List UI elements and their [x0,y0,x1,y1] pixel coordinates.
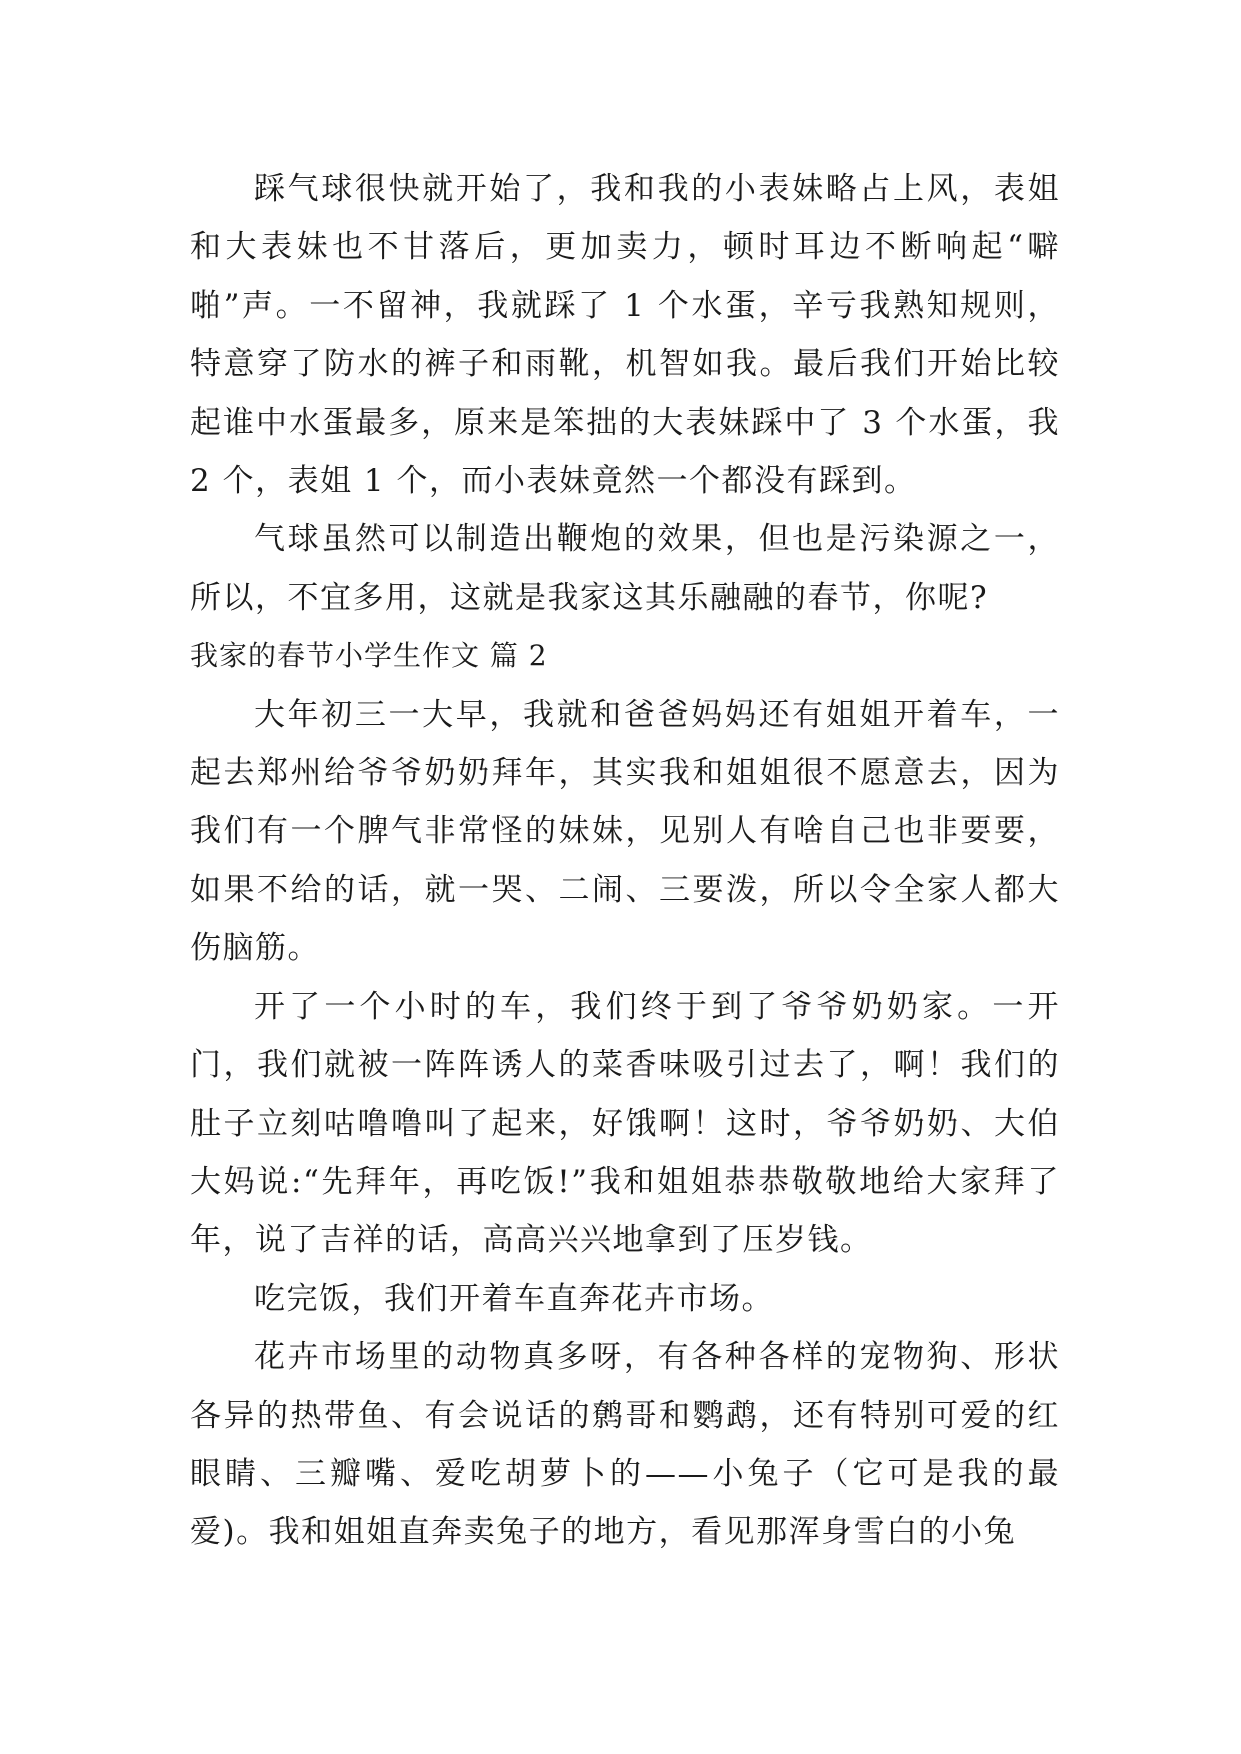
paragraph-arrival: 开了一个小时的车，我们终于到了爷爷奶奶家。一开门，我们就被一阵阵诱人的菜香味吸引过去了，啊！我们的肚子立刻咕噜噜叫了起来，好饿啊！这时，爷爷奶奶、大伯大妈说:“先拜年，再吃饭!”我和姐姐恭恭敬敬地给大家拜了年，说了吉祥的话，高高兴兴地拿到了压岁钱。 [190,988,1060,1259]
paragraph-trip-start: 大年初三一大早，我就和爸爸妈妈还有姐姐开着车，一起去郑州给爷爷奶奶拜年，其实我和姐姐很不愿意去，因为我们有一个脾气非常怪的妹妹，见别人有啥自己也非要要，如果不给的话，就一哭、二闹、三要泼，所以令全家人都大伤脑筋。 [190,696,1060,967]
paragraph-balloon-conclusion: 气球虽然可以制造出鞭炮的效果，但也是污染源之一，所以，不宜多用，这就是我家这其乐融融的春节，你呢? [190,521,1060,616]
paragraph-flower-market: 花卉市场里的动物真多呀，有各种各样的宠物狗、形状各异的热带鱼、有会说话的鹩哥和鹦鹉，还有特别可爱的红眼睛、三瓣嘴、爱吃胡萝卜的——小兔子（它可是我的最爱)。我和姐姐直奔卖兔子的地方，看见那浑身雪白的小兔 [190,1339,1060,1551]
paragraph-after-meal: 吃完饭，我们开着车直奔花卉市场。 [254,1280,774,1317]
document-page [190,160,1060,1562]
section-heading: 我家的春节小学生作文 篇 2 [190,639,548,673]
paragraph-balloon-game: 踩气球很快就开始了，我和我的小表妹略占上风，表姐和大表妹也不甘落后，更加卖力，顿时耳边不断响起“噼啪”声。一不留神，我就踩了 1 个水蛋，辛亏我熟知规则，特意穿了防水的裤子和雨靴，机智如我。最后我们开始比较起谁中水蛋最多，原来是笨拙的大表妹踩中了 3 个水蛋，我 2 个，表姐 1 个，而小表妹竟然一个都没有踩到。 [190,171,1060,500]
